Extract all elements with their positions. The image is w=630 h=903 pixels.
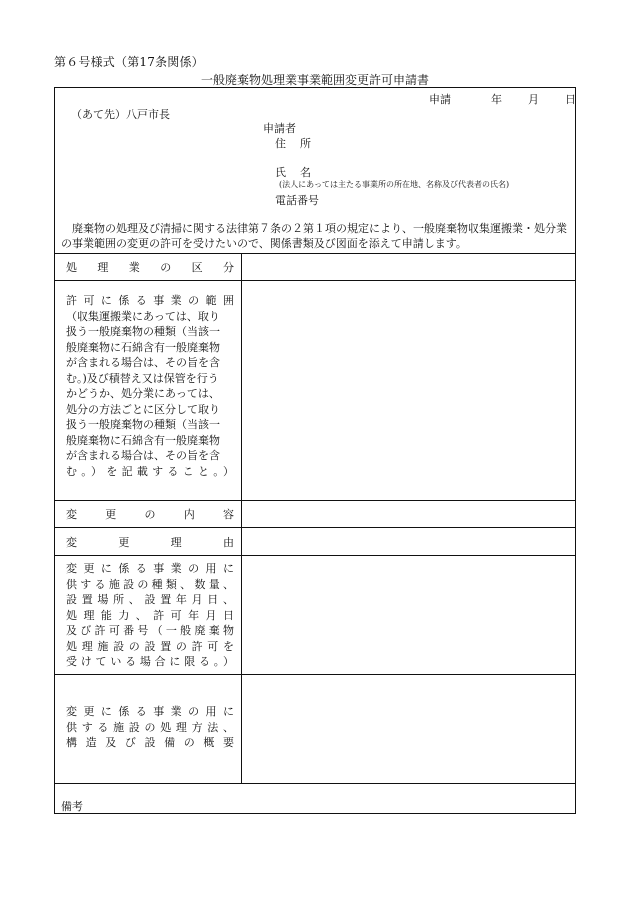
permitted-scope-value[interactable] [243,288,573,488]
label-line: （収集運搬業にあっては、取り [66,309,220,323]
date-prefix: 申請 [429,93,451,106]
label-line: む｡)及び積替え又は保管を行う [66,371,219,385]
label-line: 設置場所、設置年月日、 [66,593,234,606]
label-line: 扱う一般廃棄物の種類（当該一 [66,418,220,431]
label-line: 及び許可番号（一般廃棄物 [66,624,234,637]
label-line: む。）を記載すること。） [66,464,234,478]
applicant-name-label: 氏名 [275,166,325,179]
label-line: が含まれる場合は、その旨を含 [66,356,220,369]
label-line: 変更に係る事業の用に [66,562,234,575]
row-label-facility-details [66,561,234,670]
change-contents-value[interactable] [243,507,573,522]
label-line: かどうか、処分業にあっては、 [66,387,220,400]
row-label-permitted-scope [66,293,234,479]
applicant-address-label: 住所 [275,137,325,150]
facility-structure-value[interactable] [243,683,573,778]
label-line: 供する施設の種類、数量、 [66,577,234,591]
table-row-divider [55,527,575,528]
declaration-text: 廃棄物の処理及び清掃に関する法律第７条の２第１項の規定により、一般廃棄物収集運搬業・処分業の事業範囲の変更の許可を受けたいので、関係書類及び図面を添えて申請します。 [61,222,567,250]
table-column-divider [241,253,242,783]
table-row-divider [55,500,575,501]
row-label-business-category: 処理業の区分 [66,261,234,274]
application-date-line [429,91,576,107]
applicant-name-note: (法人にあっては主たる事業所の所在地、名称及び代表者の氏名) [279,180,510,189]
application-form-frame [54,87,576,814]
label-line: 処理能力、許可年月日 [66,608,234,622]
label-line: 許可に係る事業の範囲 [66,294,234,307]
label-line: 供する施設の処理方法、 [66,720,234,734]
applicant-phone-label: 電話番号 [275,194,319,207]
row-label-facility-structure [66,704,234,751]
facility-details-value[interactable] [243,561,573,666]
change-reason-value[interactable] [243,535,573,550]
label-line: 処分の方法ごとに区分して取り [66,402,220,416]
label-line: が含まれる場合は、その旨を含 [66,449,220,462]
row-label-change-reason: 変更理由 [66,536,234,549]
table-row-divider [55,555,575,556]
addressee: （あて先）八戸市長 [71,108,170,121]
form-title: 一般廃棄物処理業事業範囲変更許可申請書 [200,73,429,87]
date-month-label: 月 [528,93,539,106]
table-row-divider [55,280,575,281]
label-line: 処理施設の設置の許可を [66,639,234,653]
table-top-border [55,253,575,254]
label-line: 構造及び設備の概要 [66,736,234,749]
business-category-value[interactable] [243,260,573,275]
date-year-label: 年 [491,93,502,106]
applicant-label: 申請者 [263,122,296,135]
form-number: 第６号様式（第17条関係） [54,55,204,69]
date-day-label: 日 [565,93,576,106]
label-line: 般廃棄物に石綿含有一般廃棄物 [66,340,220,354]
label-line: 変更に係る事業の用に [66,705,234,718]
label-line: 扱う一般廃棄物の種類（当該一 [66,325,220,338]
remarks-label: 備考 [61,800,83,813]
row-label-change-contents: 変更の内容 [66,508,234,521]
label-line: 受けている場合に限る。） [66,655,234,668]
table-row-divider [55,674,575,675]
label-line: 般廃棄物に石綿含有一般廃棄物 [66,433,220,447]
table-bottom-border [55,783,575,784]
